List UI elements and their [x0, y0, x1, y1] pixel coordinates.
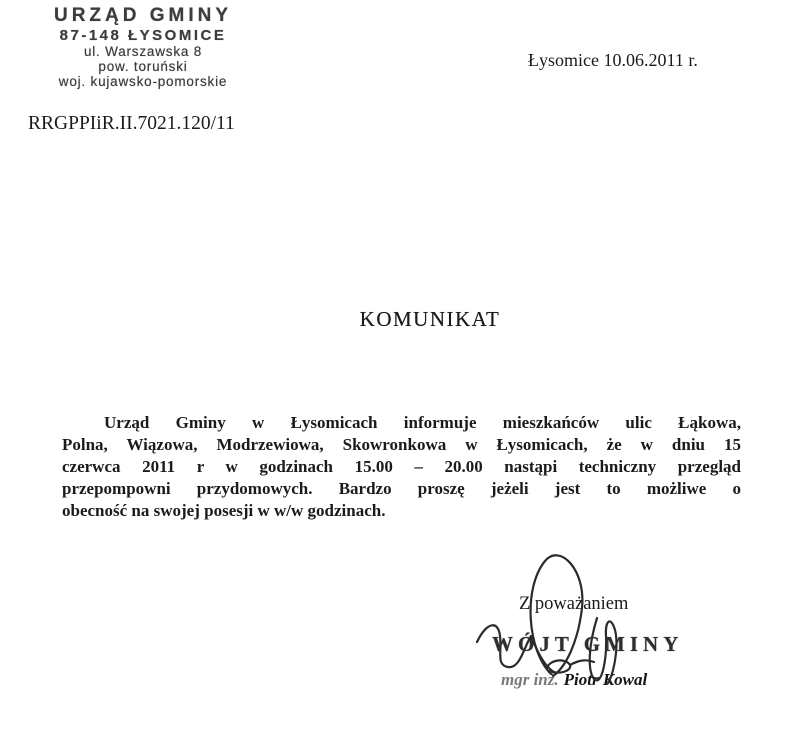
body-line: Urząd Gminy w Łysomicach informuje mieszkańców ulic Łąkowa,	[104, 413, 741, 432]
body-line: obecność na swojej posesji w w/w godzinach.	[62, 501, 386, 520]
stamp-postal-city: 87-148 ŁYSOMICE	[59, 26, 227, 44]
office-title-stamp: WÓJT GMINY	[492, 632, 684, 656]
reference-number: RRGPPIiR.II.7021.120/11	[28, 113, 235, 134]
body-line: Polna, Wiązowa, Modrzewiowa, Skowronkowa w Łysomicach, że w dniu 15	[62, 435, 741, 454]
sender-address-stamp	[28, 6, 258, 89]
document-title: KOMUNIKAT	[359, 307, 501, 331]
dateline: Łysomice 10.06.2011 r.	[528, 50, 698, 70]
closing-phrase: Z poważaniem	[519, 594, 629, 614]
body-line: przepompowni przydomowych. Bardzo proszę jeżeli jest to możliwe o	[62, 479, 741, 498]
stamp-county: pow. toruński	[98, 58, 188, 74]
signer-prefix: mgr inż.	[501, 670, 559, 689]
stamp-street: ul. Warszawska 8	[83, 43, 203, 59]
signer-name: Piotr Kowal	[563, 670, 648, 689]
body-paragraph	[62, 412, 741, 522]
stamp-voivodeship: woj. kujawsko-pomorskie	[58, 74, 228, 90]
signer-name-line	[501, 670, 647, 690]
stamp-office-name: URZĄD GMINY	[53, 5, 233, 26]
body-line: czerwca 2011 r w godzinach 15.00 – 20.00 nastąpi techniczny przegląd	[62, 457, 741, 476]
